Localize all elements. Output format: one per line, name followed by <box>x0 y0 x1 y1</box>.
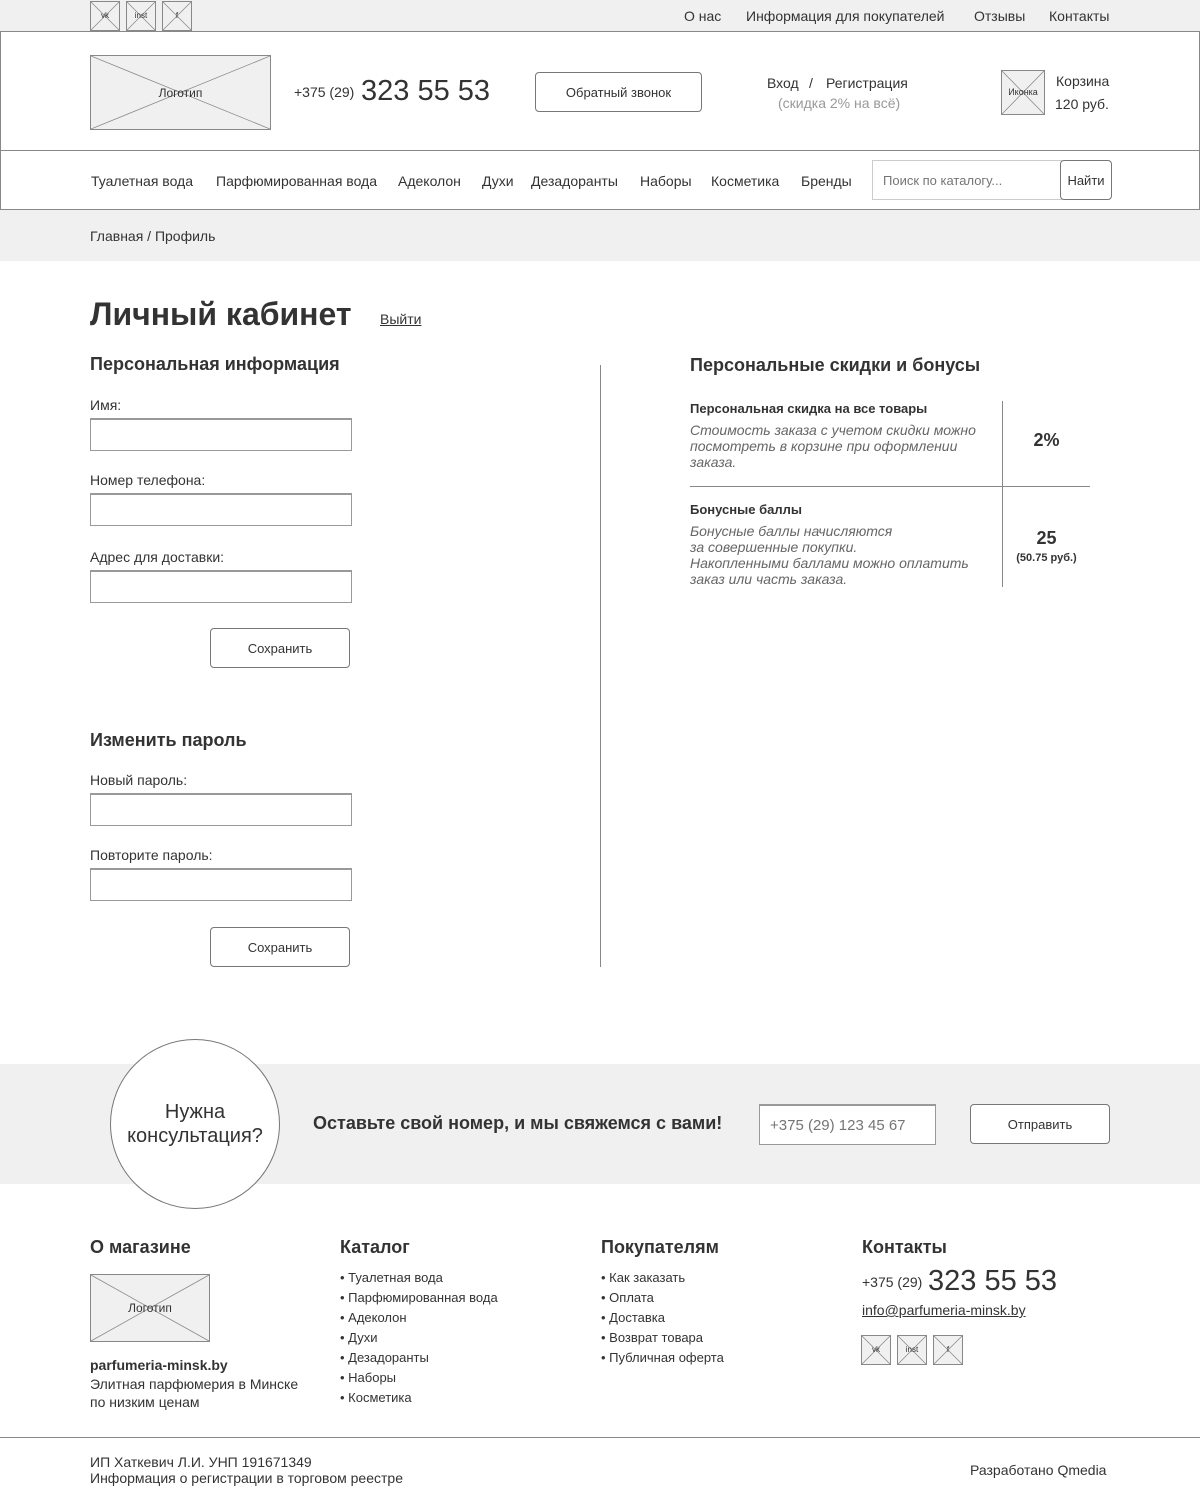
name-input[interactable] <box>90 418 352 451</box>
instagram-icon-label: inst <box>134 11 148 20</box>
catnav-deodorants[interactable]: Дезадоранты <box>531 173 618 189</box>
catnav-sets[interactable]: Наборы <box>640 173 692 189</box>
points-title: Бонусные баллы <box>690 502 802 517</box>
footer-facebook-icon[interactable] <box>933 1335 963 1365</box>
repeat-password-label: Повторите пароль: <box>90 847 213 863</box>
logo[interactable] <box>90 55 271 130</box>
footer-catalog-item[interactable]: • Косметика <box>340 1390 412 1405</box>
new-password-input[interactable] <box>90 793 352 826</box>
discount-note: (скидка 2% на всё) <box>778 95 901 111</box>
footer-catalog-item[interactable]: • Адеколон <box>340 1310 407 1325</box>
footer-logo-label: Логотип <box>128 1301 172 1315</box>
footer-tagline-line: Элитная парфюмерия в Минске <box>90 1376 299 1392</box>
consult-text: Оставьте свой номер, и мы свяжемся с вами! <box>313 1113 723 1133</box>
footer-buyers-item[interactable]: • Возврат товара <box>601 1330 704 1345</box>
cart-total: 120 руб. <box>1055 96 1109 112</box>
footer-legal <box>90 1454 403 1486</box>
footer-phone-prefix: +375 (29) <box>862 1274 923 1290</box>
header-phone-number[interactable]: 323 55 53 <box>361 75 491 107</box>
vk-icon[interactable] <box>90 1 120 31</box>
logout-link[interactable]: Выйти <box>380 311 422 327</box>
page-title: Личный кабинет <box>90 296 352 332</box>
header-phone-prefix: +375 (29) <box>294 84 355 100</box>
footer-buyers-item[interactable]: • Доставка <box>601 1310 665 1325</box>
breadcrumb[interactable]: Главная / Профиль <box>90 228 216 244</box>
cart-label[interactable]: Корзина <box>1056 73 1110 89</box>
save-personal-button[interactable]: Сохранить <box>210 628 350 668</box>
footer-catalog-item[interactable]: • Парфюмированная вода <box>340 1290 498 1305</box>
login-link[interactable]: Вход <box>767 75 799 91</box>
catnav-cosmetics[interactable]: Косметика <box>711 173 780 189</box>
points-value: 25 <box>1036 528 1057 548</box>
footer-facebook-icon-label: f <box>946 1345 950 1354</box>
search-input[interactable] <box>872 160 1062 200</box>
topnav-reviews[interactable]: Отзывы <box>974 8 1026 24</box>
footer-buyers-list <box>601 1268 724 1368</box>
new-password-label: Новый пароль: <box>90 772 188 788</box>
points-desc-line: за совершенные покупки. <box>690 539 858 555</box>
footer-contacts-heading: Контакты <box>862 1237 947 1257</box>
footer-email[interactable]: info@parfumeria-minsk.by <box>862 1302 1026 1318</box>
footer-catalog-item[interactable]: • Дезадоранты <box>340 1350 429 1365</box>
topnav-buyers-info[interactable]: Информация для покупателей <box>746 8 945 24</box>
footer-catalog-item[interactable]: • Туалетная вода <box>340 1270 443 1285</box>
consult-circle-line1: Нужна <box>164 1101 226 1123</box>
discount-title: Персональная скидка на все товары <box>690 401 928 416</box>
footer-phone-number[interactable]: 323 55 53 <box>928 1265 1058 1297</box>
bonus-row-divider <box>690 486 1090 487</box>
discount-value: 2% <box>1033 430 1060 450</box>
phone-label: Номер телефона: <box>90 472 206 488</box>
catnav-perfume[interactable]: Духи <box>482 173 514 189</box>
address-label: Адрес для доставки: <box>90 549 225 565</box>
points-desc-line: Бонусные баллы начисляются <box>690 523 893 539</box>
repeat-password-input[interactable] <box>90 868 352 901</box>
footer-instagram-icon[interactable] <box>897 1335 927 1365</box>
discount-description <box>690 422 976 470</box>
footer-tagline-line: по низким ценам <box>90 1394 200 1410</box>
points-desc-line: Накопленными баллами можно оплатить <box>690 555 969 571</box>
logo-label: Логотип <box>158 86 203 100</box>
footer-divider <box>0 1437 1200 1438</box>
name-label: Имя: <box>90 397 122 413</box>
column-divider <box>600 365 601 967</box>
save-password-button[interactable]: Сохранить <box>210 927 350 967</box>
footer-about-heading: О магазине <box>90 1237 191 1257</box>
footer-legal-line[interactable]: Информация о регистрации в торговом реестре <box>90 1470 403 1486</box>
footer-buyers-item[interactable]: • Публичная оферта <box>601 1350 724 1365</box>
points-description <box>690 523 969 587</box>
footer-buyers-item[interactable]: • Оплата <box>601 1290 654 1305</box>
discount-desc-line: Стоимость заказа с учетом скидки можно <box>690 422 976 438</box>
points-money: (50.75 руб.) <box>1016 552 1077 564</box>
footer-legal-line: ИП Хаткевич Л.И. УНП 191671349 <box>90 1454 312 1470</box>
send-button[interactable]: Отправить <box>970 1104 1110 1144</box>
instagram-icon[interactable] <box>126 1 156 31</box>
consultation-circle <box>110 1039 280 1209</box>
footer-vk-icon-label: vk <box>872 1345 880 1354</box>
cart-icon-label: Иконка <box>1008 87 1038 97</box>
catnav-eau-de-parfum[interactable]: Парфюмированная вода <box>216 173 378 189</box>
catnav-brands[interactable]: Бренды <box>801 173 852 189</box>
footer-developer[interactable]: Разработано Qmedia <box>970 1462 1107 1478</box>
search-button[interactable]: Найти <box>1060 160 1112 200</box>
footer-catalog-item[interactable]: • Наборы <box>340 1370 397 1385</box>
footer-catalog-item[interactable]: • Духи <box>340 1330 378 1345</box>
phone-input[interactable] <box>90 493 352 526</box>
footer-instagram-icon-label: inst <box>905 1345 919 1354</box>
footer-catalog-heading: Каталог <box>340 1237 410 1257</box>
topnav-about[interactable]: О нас <box>684 8 722 24</box>
footer-site: parfumeria-minsk.by <box>90 1357 228 1373</box>
vk-icon-label: vk <box>101 11 109 20</box>
consult-phone-input[interactable] <box>759 1104 936 1145</box>
facebook-icon-label: f <box>175 11 179 20</box>
footer-buyers-item[interactable]: • Как заказать <box>601 1270 686 1285</box>
auth-separator: / <box>809 75 813 91</box>
footer-logo[interactable] <box>90 1274 210 1342</box>
consult-circle-line2: консультация? <box>127 1125 263 1147</box>
catnav-eau-de-toilette[interactable]: Туалетная вода <box>91 173 193 189</box>
points-desc-line: заказ или часть заказа. <box>690 571 848 587</box>
footer-buyers-heading: Покупателям <box>601 1237 719 1257</box>
footer-vk-icon[interactable] <box>861 1335 891 1365</box>
discount-desc-line: посмотреть в корзине при оформлении <box>690 438 958 454</box>
cart-icon[interactable] <box>1001 70 1045 115</box>
catnav-cologne[interactable]: Адеколон <box>398 173 461 189</box>
personal-info-heading: Персональная информация <box>90 354 340 374</box>
topnav-contacts[interactable]: Контакты <box>1049 8 1110 24</box>
change-password-heading: Изменить пароль <box>90 730 247 750</box>
register-link[interactable]: Регистрация <box>826 75 908 91</box>
bonuses-heading: Персональные скидки и бонусы <box>690 355 981 375</box>
callback-button[interactable]: Обратный звонок <box>535 72 702 112</box>
address-input[interactable] <box>90 570 352 603</box>
footer-catalog-list <box>340 1268 498 1408</box>
discount-desc-line: заказа. <box>690 454 737 470</box>
facebook-icon[interactable] <box>162 1 192 31</box>
footer-tagline <box>90 1375 298 1411</box>
